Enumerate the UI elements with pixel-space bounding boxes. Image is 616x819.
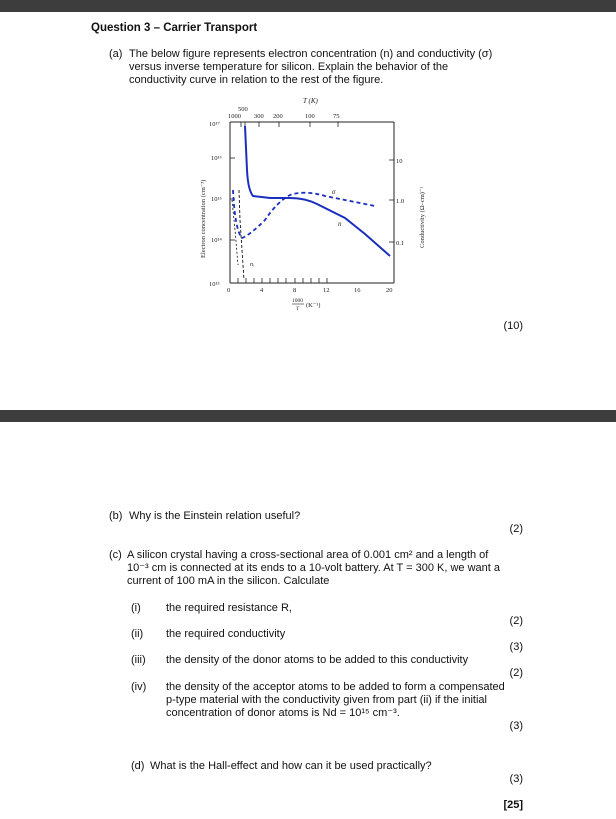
part-c-i-num: (i) — [131, 602, 141, 614]
conductivity-curve — [233, 190, 375, 238]
question-total-marks: [25] — [503, 799, 523, 811]
ni-dashed-left — [232, 200, 238, 265]
bottom-tick-12: 12 — [323, 287, 330, 294]
top-tick-300: 300 — [254, 113, 264, 120]
part-d-label: (d) — [131, 760, 145, 772]
part-c-iv-line-1: the density of the acceptor atoms to be added to form a compensated — [166, 681, 505, 693]
part-b-label: (b) — [109, 510, 123, 522]
bottom-frac-denominator: T — [296, 306, 300, 312]
part-c-iii-marks: (2) — [509, 667, 523, 679]
left-tick-1e14: 10¹⁴ — [211, 237, 222, 244]
part-d-marks: (3) — [509, 773, 523, 785]
electron-concentration-curve — [245, 126, 390, 256]
carrier-transport-figure — [195, 90, 435, 322]
part-c-iv-line-3: concentration of donor atoms is Nd = 10¹⁵ cm⁻³. — [166, 707, 400, 719]
part-c-line-1: A silicon crystal having a cross-sectional area of 0.001 cm² and a length of — [127, 549, 489, 561]
top-axis-title: T (K) — [303, 97, 318, 105]
part-c-ii-num: (ii) — [131, 628, 144, 640]
part-b-marks: (2) — [509, 523, 523, 535]
top-toolbar-strip — [0, 0, 616, 12]
top-tick-500: 500 — [238, 106, 248, 113]
page-break-strip — [0, 410, 616, 422]
part-c-i-marks: (2) — [509, 615, 523, 627]
bottom-frac-numerator: 1000 — [292, 298, 303, 304]
part-d-text: What is the Hall-effect and how can it be used practically? — [150, 760, 432, 772]
part-c-ii-marks: (3) — [509, 641, 523, 653]
part-c-iv-num: (iv) — [131, 681, 147, 693]
bottom-tick-20: 20 — [386, 287, 393, 294]
top-tick-75: 75 — [333, 113, 340, 120]
part-a-label: (a) — [109, 48, 123, 60]
left-tick-1e13: 10¹³ — [209, 281, 220, 288]
right-tick-1: 1.0 — [396, 198, 405, 205]
part-c-i-text: the required resistance R, — [166, 602, 292, 614]
part-a-marks: (10) — [503, 320, 523, 332]
ni-label: nᵢ — [250, 262, 254, 268]
part-c-label: (c) — [109, 549, 122, 561]
sigma-label: σ — [332, 188, 336, 196]
part-c-ii-text: the required conductivity — [166, 628, 286, 640]
top-tick-100: 100 — [305, 113, 315, 120]
right-tick-10: 10 — [396, 158, 403, 165]
n-label: n — [338, 220, 342, 228]
part-c-iv-marks: (3) — [509, 720, 523, 732]
part-c-iii-text: the density of the donor atoms to be added to this conductivity — [166, 654, 469, 666]
part-c-iv-line-2: p-type material with the conductivity given from part (ii) if the initial — [166, 694, 487, 706]
bottom-axis-unit: (K⁻¹) — [306, 302, 321, 309]
bottom-tick-4: 4 — [260, 287, 264, 294]
bottom-tick-0: 0 — [227, 287, 231, 294]
right-axis-title: Conductivity (Ω–cm)⁻¹ — [419, 186, 426, 248]
left-axis-title: Electron concentration (cm⁻³) — [200, 179, 207, 258]
left-tick-1e16: 10¹⁶ — [211, 155, 222, 162]
part-c-line-3: current of 100 mA in the silicon. Calculate — [127, 575, 330, 587]
part-a-line-3: conductivity curve in relation to the rest of the figure. — [129, 74, 384, 86]
part-a-line-2: versus inverse temperature for silicon. Explain the behavior of the — [129, 61, 449, 73]
top-tick-200: 200 — [273, 113, 283, 120]
left-tick-1e17: 10¹⁷ — [209, 121, 220, 128]
right-tick-0.1: 0.1 — [396, 240, 405, 247]
part-a-line-1: The below figure represents electron concentration (n) and conductivity (σ) — [129, 48, 493, 60]
left-tick-1e15: 10¹⁵ — [211, 196, 222, 203]
top-tick-1000: 1000 — [228, 113, 241, 120]
question-title: Question 3 – Carrier Transport — [91, 22, 258, 34]
bottom-tick-16: 16 — [354, 287, 361, 294]
part-c-line-2: 10⁻³ cm is connected at its ends to a 10-volt battery. At T = 300 K, we want a — [127, 562, 500, 574]
part-c-iii-num: (iii) — [131, 654, 146, 666]
part-b-text: Why is the Einstein relation useful? — [129, 510, 301, 522]
bottom-tick-8: 8 — [293, 287, 297, 294]
